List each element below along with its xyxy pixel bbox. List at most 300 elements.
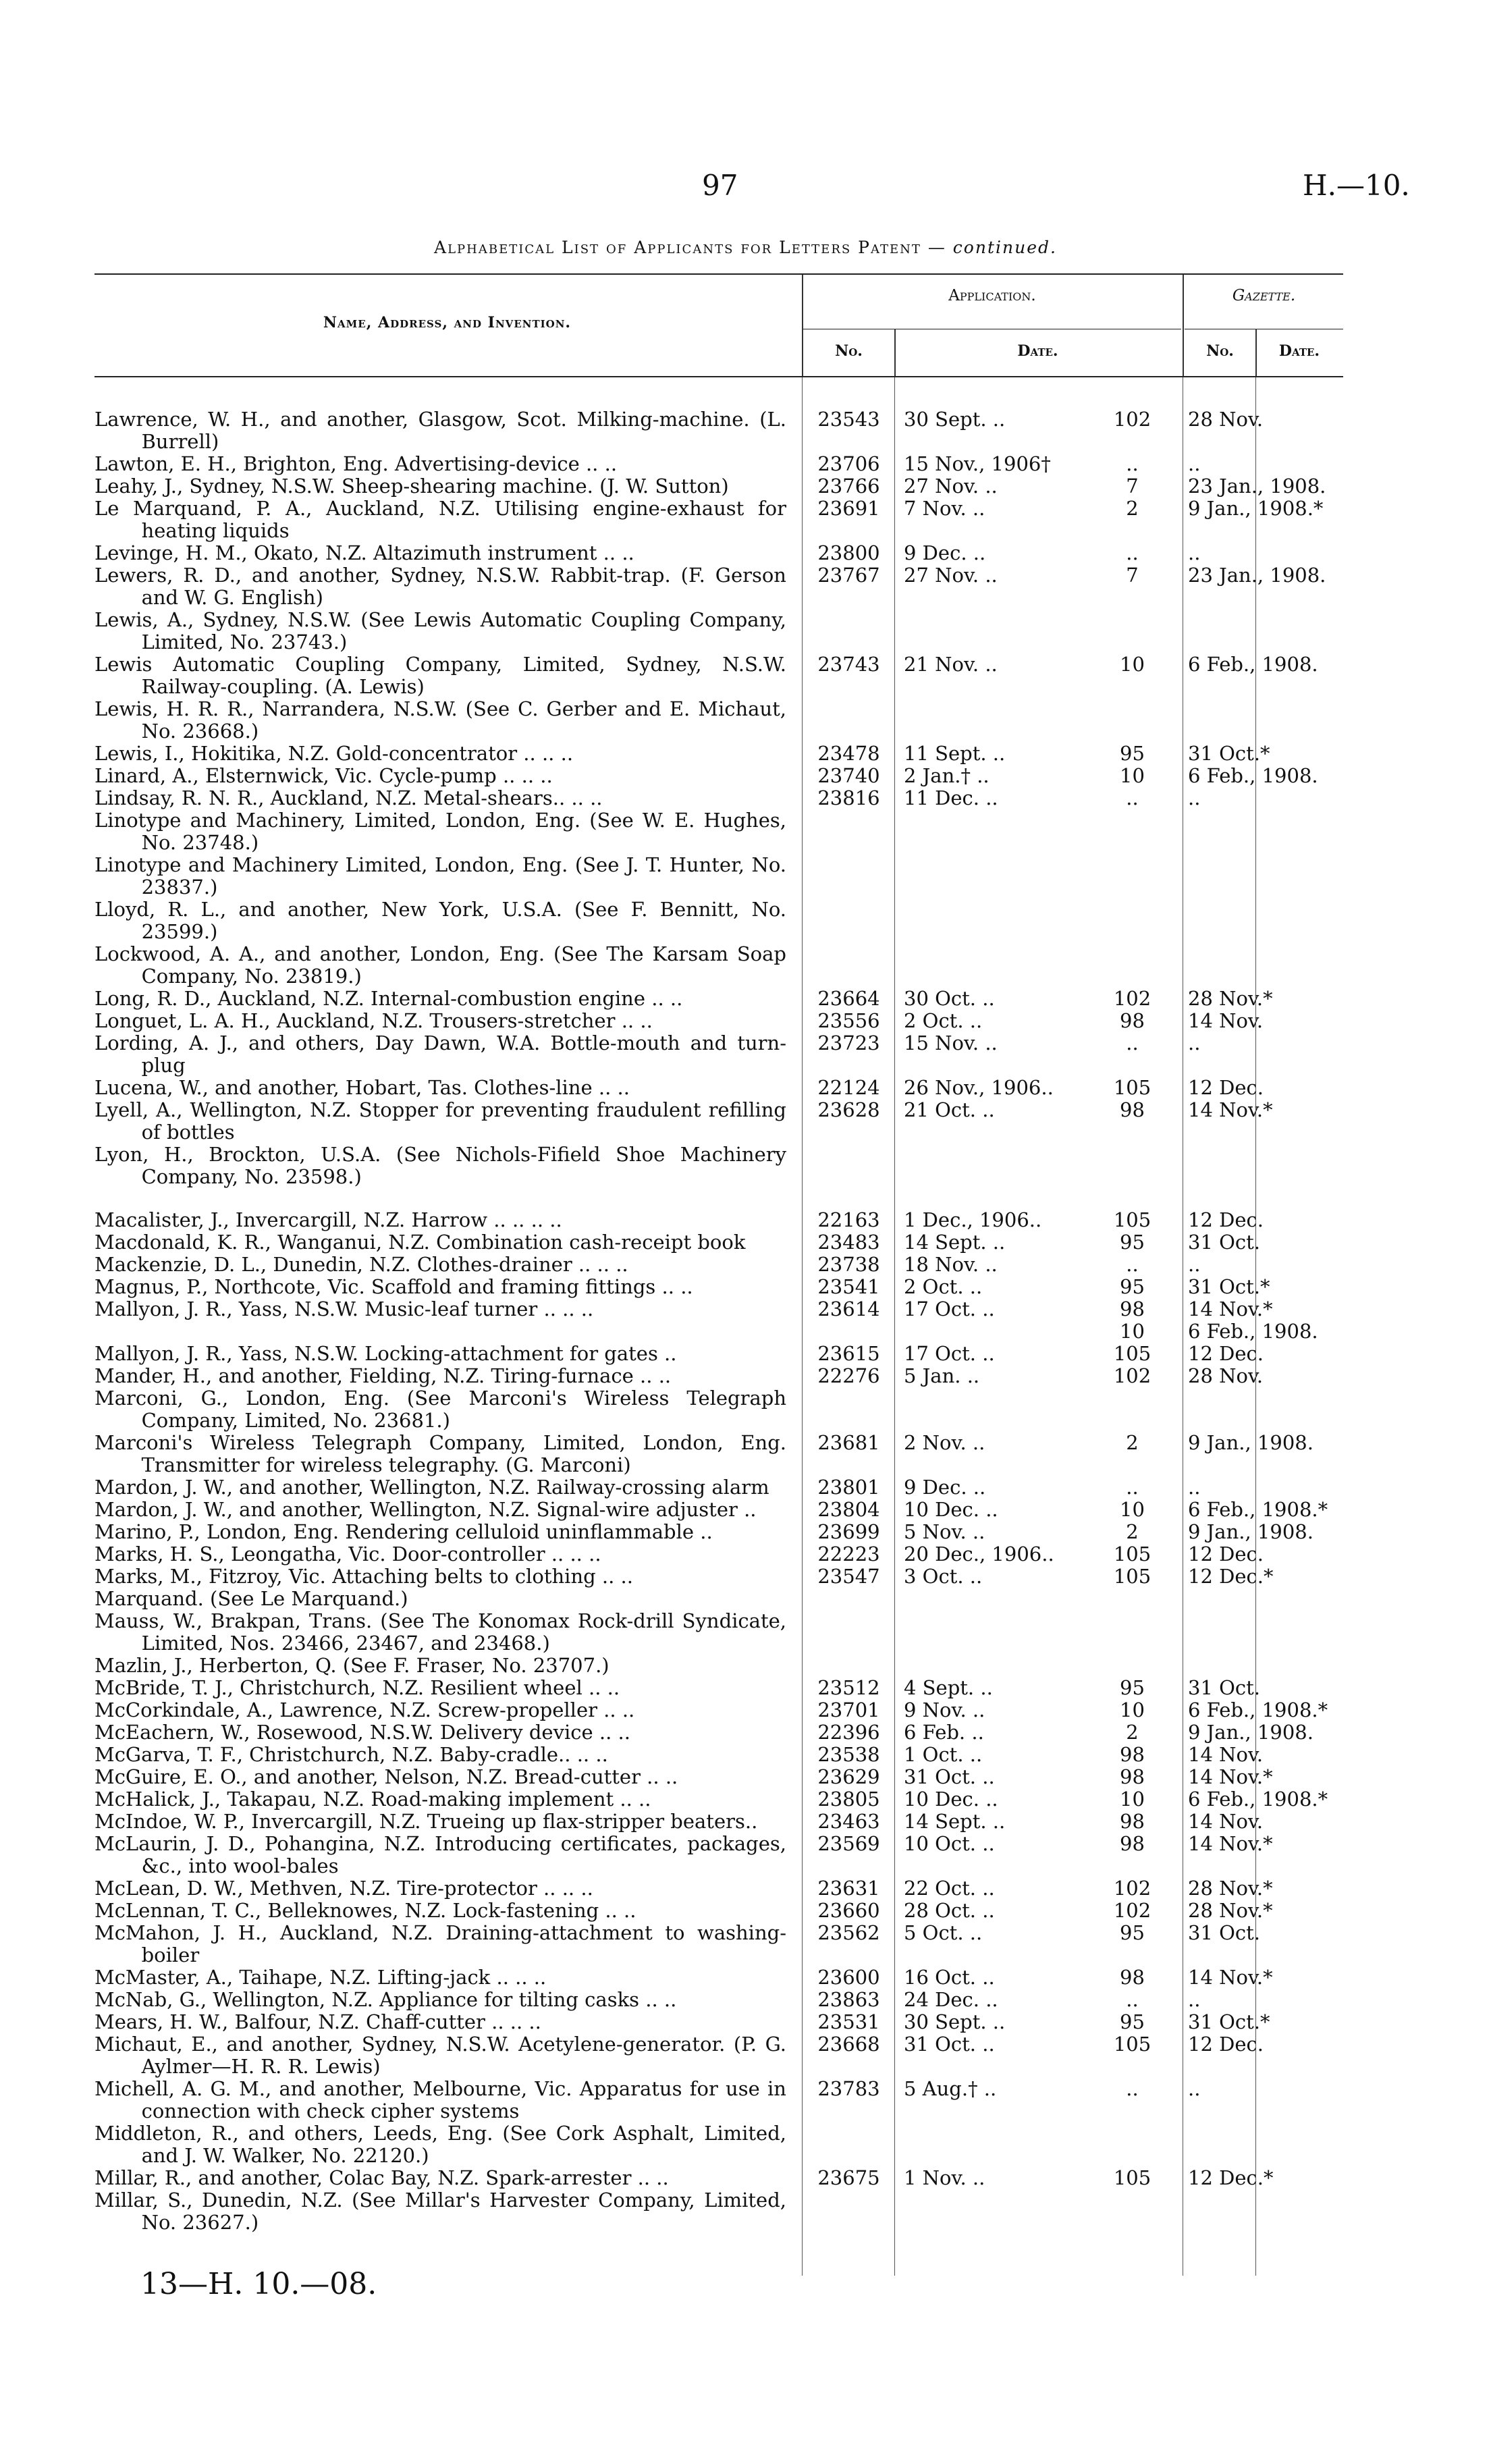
application-date [894, 2189, 1080, 2234]
application-number: 23631 [817, 1877, 880, 1900]
gazette-number: 98 [1120, 1009, 1145, 1032]
application-number [800, 1144, 894, 1188]
application-date: 1 Oct. .. [904, 1743, 983, 1766]
gazette-date: 9 Jan., 1908.* [1188, 497, 1324, 520]
patent-applicants-table [94, 273, 1343, 2234]
entry-name: Linard, A., Elsternwick, Vic. Cycle-pump .. .. .. [94, 764, 553, 787]
application-date: 17 Oct. .. [904, 1342, 995, 1365]
application-number: 22276 [817, 1364, 880, 1387]
table-row [94, 1811, 1343, 1833]
application-date: 5 Nov. .. [904, 1520, 985, 1543]
table-row [94, 1099, 1343, 1144]
table-row [94, 765, 1343, 787]
gazette-date: 6 Feb., 1908.* [1188, 1788, 1328, 1811]
gazette-number: 98 [1120, 1966, 1145, 1989]
column-group-gazette: Gazette. [1232, 287, 1296, 304]
entry-name: Lawrence, W. H., and another, Glasgow, Scot. Milking-machine. (L. Burrell) [94, 408, 786, 453]
table-row [94, 1032, 1343, 1077]
gazette-number: .. [1126, 541, 1139, 564]
printing-reference: 13—H. 10.—08. [140, 2267, 377, 2301]
header-divider [894, 329, 896, 376]
entry-name: McHalick, J., Takapau, N.Z. Road-making implement .. .. [94, 1788, 651, 1811]
entry-name: McEachern, W., Rosewood, N.S.W. Delivery device .. .. [94, 1721, 630, 1744]
application-date: 9 Dec. .. [904, 1476, 986, 1499]
gazette-date: 28 Nov.* [1188, 987, 1273, 1010]
entry-name: Mallyon, J. R., Yass, N.S.W. Music-leaf turner .. .. .. [94, 1297, 594, 1320]
application-number: 23538 [817, 1743, 880, 1766]
gazette-number: .. [1126, 786, 1139, 809]
entry-name: Lindsay, R. N. R., Auckland, N.Z. Metal-shears.. .. .. [94, 786, 603, 809]
entry-name: Marks, H. S., Leongatha, Vic. Door-controller .. .. .. [94, 1543, 601, 1565]
gazette-number: 95 [1120, 2010, 1145, 2033]
application-date: 2 Nov. .. [904, 1431, 985, 1454]
table-row [94, 1276, 1343, 1298]
column-header-gazette-date: Date. [1278, 342, 1320, 360]
application-date [894, 1655, 1080, 1677]
entry-name: Levinge, H. M., Okato, N.Z. Altazimuth instrument .. .. [94, 541, 634, 564]
gazette-date: .. [1188, 786, 1201, 809]
table-row [94, 1966, 1343, 1989]
gazette-date: 6 Feb., 1908.* [1188, 1498, 1328, 1521]
entry-name: Mauss, W., Brakpan, Trans. (See The Konomax Rock-drill Syndicate, Limited, Nos. 23466, 23467, and 23468.) [94, 1609, 786, 1655]
application-number: 23805 [817, 1788, 880, 1811]
entry-name: Marconi, G., London, Eng. (See Marconi's Wireless Telegraph Company, Limited, No. 23681.) [94, 1387, 786, 1432]
application-date: 30 Sept. .. [904, 408, 1006, 431]
application-date: 15 Nov. .. [904, 1032, 998, 1054]
gazette-number [1080, 2122, 1168, 2167]
table-row [94, 1989, 1343, 2011]
application-date: 31 Oct. .. [904, 1765, 995, 1788]
table-row [94, 453, 1343, 475]
application-number: 23767 [817, 564, 880, 587]
application-number [800, 809, 894, 854]
application-date [894, 943, 1080, 988]
application-number: 23801 [817, 1476, 880, 1499]
application-date: 16 Oct. .. [904, 1966, 995, 1989]
column-header-application-date: Date. [1017, 342, 1058, 360]
gazette-number: 102 [1113, 1877, 1151, 1900]
entry-name: Lewis, A., Sydney, N.S.W. (See Lewis Automatic Coupling Company, Limited, No. 23743.) [94, 608, 786, 653]
list-title: Alphabetical List of Applicants for Letters Patent — continued. [434, 238, 1057, 257]
table-row [94, 698, 1343, 743]
application-date: 7 Nov. .. [904, 497, 985, 520]
entry-name: McLennan, T. C., Belleknowes, N.Z. Lock-fastening .. .. [94, 1899, 636, 1922]
application-date: 2 Oct. .. [904, 1009, 983, 1032]
gazette-date: 31 Oct.* [1188, 742, 1270, 765]
table-header [94, 273, 1343, 377]
header-divider [1183, 275, 1184, 376]
table-row [94, 854, 1343, 899]
gazette-date: 14 Nov.* [1188, 1098, 1273, 1121]
gazette-date: 6 Feb., 1908.* [1188, 1698, 1328, 1721]
table-row [94, 1077, 1343, 1099]
gazette-number [1080, 899, 1168, 943]
application-date: 6 Feb. .. [904, 1721, 984, 1744]
gazette-date: 9 Jan., 1908. [1188, 1721, 1313, 1744]
application-date: 26 Nov., 1906.. [904, 1076, 1054, 1099]
application-date: 14 Sept. .. [904, 1231, 1006, 1254]
table-row [94, 1744, 1343, 1766]
application-number [800, 2189, 894, 2234]
table-row [94, 1922, 1343, 1966]
gazette-number: 7 [1126, 475, 1139, 498]
column-group-application: Application. [948, 287, 1036, 304]
entry-name: Long, R. D., Auckland, N.Z. Internal-combustion engine .. .. [94, 987, 683, 1010]
table-row [94, 1721, 1343, 1744]
gazette-number: .. [1126, 1988, 1139, 2011]
gazette-number: 105 [1113, 1543, 1151, 1565]
gazette-number: 10 [1120, 653, 1145, 676]
gazette-date: .. [1188, 452, 1201, 475]
page-number: 97 [702, 169, 738, 202]
table-row [94, 1144, 1343, 1188]
gazette-date: 23 Jan., 1908. [1188, 475, 1326, 498]
table-row [94, 1588, 1343, 1610]
gazette-number [1080, 943, 1168, 988]
application-number: 23783 [817, 2077, 880, 2100]
application-date [894, 899, 1080, 943]
gazette-number: 95 [1120, 1676, 1145, 1699]
application-number: 23740 [817, 764, 880, 787]
application-number: 23660 [817, 1899, 880, 1922]
application-date [894, 609, 1080, 653]
entry-name: Lockwood, A. A., and another, London, Eng. (See The Karsam Soap Company, No. 23819.) [94, 942, 786, 988]
column-header-application-no: No. [835, 342, 863, 360]
application-date: 10 Dec. .. [904, 1788, 998, 1811]
gazette-date: 31 Oct. [1188, 1231, 1261, 1254]
entry-name: Mardon, J. W., and another, Wellington, N.Z. Railway-crossing alarm [94, 1476, 769, 1499]
gazette-date: 31 Oct. [1188, 1676, 1261, 1699]
entry-name: Michaut, E., and another, Sydney, N.S.W. Acetylene-generator. (P. G. Aylmer—H. R. R. Lewis) [94, 2033, 786, 2078]
table-row [94, 2167, 1343, 2189]
table-row [94, 899, 1343, 943]
application-number: 23600 [817, 1966, 880, 1989]
entry-name: Longuet, L. A. H., Auckland, N.Z. Trousers-stretcher .. .. [94, 1009, 653, 1032]
gazette-number: .. [1126, 452, 1139, 475]
application-date: 27 Nov. .. [904, 475, 998, 498]
table-row [94, 1565, 1343, 1588]
gazette-number [1080, 2189, 1168, 2234]
application-date: 11 Dec. .. [904, 786, 998, 809]
entry-name: McNab, G., Wellington, N.Z. Appliance for tilting casks .. .. [94, 1988, 677, 2011]
application-number: 23541 [817, 1275, 880, 1298]
table-row [94, 1499, 1343, 1521]
table-row [94, 809, 1343, 854]
application-number [800, 1610, 894, 1655]
entry-name: Lewis Automatic Coupling Company, Limited, Sydney, N.S.W. Railway-coupling. (A. Lewis) [94, 653, 786, 698]
entry-name: Marks, M., Fitzroy, Vic. Attaching belts to clothing .. .. [94, 1565, 633, 1588]
gazette-date: .. [1188, 1988, 1201, 2011]
application-date: 28 Oct. .. [904, 1899, 995, 1922]
gazette-number: 98 10 [1120, 1297, 1145, 1343]
gazette-date: 14 Nov.* [1188, 1832, 1273, 1855]
column-header-name: Name, Address, and Invention. [323, 314, 572, 331]
table-row [94, 787, 1343, 809]
application-date: 11 Sept. .. [904, 742, 1006, 765]
application-number: 23675 [817, 2166, 880, 2189]
column-divider [1255, 377, 1256, 2276]
gazette-number [1080, 1655, 1168, 1677]
gazette-date: 28 Nov. [1188, 408, 1264, 431]
gazette-date: 14 Nov.* 6 Feb., 1908. [1188, 1297, 1318, 1343]
entry-name: Lawton, E. H., Brighton, Eng. Advertising-device .. .. [94, 452, 618, 475]
application-number [800, 854, 894, 899]
application-number [800, 1588, 894, 1610]
entry-name: McGarva, T. F., Christchurch, N.Z. Baby-cradle.. .. .. [94, 1743, 608, 1766]
application-number [800, 1387, 894, 1432]
entry-name: Millar, S., Dunedin, N.Z. (See Millar's Harvester Company, Limited, No. 23627.) [94, 2189, 786, 2234]
gazette-date: 12 Dec.* [1188, 2166, 1274, 2189]
gazette-date: 9 Jan., 1908. [1188, 1431, 1313, 1454]
entry-name: McMahon, J. H., Auckland, N.Z. Draining-attachment to washing-boiler [94, 1921, 786, 1966]
application-number: 23664 [817, 987, 880, 1010]
table-row [94, 2078, 1343, 2122]
application-date: 2 Oct. .. [904, 1275, 983, 1298]
table-row [94, 1677, 1343, 1699]
gazette-date: 31 Oct.* [1188, 1275, 1270, 1298]
application-number: 23556 [817, 1009, 880, 1032]
application-number: 23863 [817, 1988, 880, 2011]
gazette-number: 98 [1120, 1832, 1145, 1855]
application-number: 23615 [817, 1342, 880, 1365]
application-date: 22 Oct. .. [904, 1877, 995, 1900]
gazette-number: 105 [1113, 2033, 1151, 2056]
application-number: 23668 [817, 2033, 880, 2056]
gazette-number: 102 [1113, 408, 1151, 431]
gazette-number: 2 [1126, 1520, 1139, 1543]
entry-name: McMaster, A., Taihape, N.Z. Lifting-jack .. .. .. [94, 1966, 547, 1989]
table-row [94, 2033, 1343, 2078]
application-number: 22163 [817, 1208, 880, 1231]
table-row [94, 1343, 1343, 1365]
table-row [94, 1900, 1343, 1922]
application-date: 15 Nov., 1906† [904, 452, 1051, 475]
table-row [94, 1877, 1343, 1900]
application-number: 23512 [817, 1676, 880, 1699]
application-date: 2 Jan.† .. [904, 764, 990, 787]
application-date [894, 1610, 1080, 1655]
application-date [894, 809, 1080, 854]
application-number: 23816 [817, 786, 880, 809]
header-divider [802, 275, 803, 376]
gazette-date: 28 Nov.* [1188, 1899, 1273, 1922]
gazette-date: 12 Dec. [1188, 1208, 1264, 1231]
table-row [94, 1833, 1343, 1877]
gazette-number: 102 [1113, 987, 1151, 1010]
table-row [94, 1298, 1343, 1343]
application-date: 24 Dec. .. [904, 1988, 998, 2011]
gazette-date: 23 Jan., 1908. [1188, 564, 1326, 587]
table-row [94, 542, 1343, 564]
gazette-date: 28 Nov. [1188, 1364, 1264, 1387]
column-divider [802, 377, 803, 2276]
gazette-number [1080, 809, 1168, 854]
application-date [894, 1144, 1080, 1188]
header-divider [1255, 329, 1257, 376]
gazette-number: 102 [1113, 1899, 1151, 1922]
entry-name: McCorkindale, A., Lawrence, N.Z. Screw-propeller .. .. [94, 1698, 635, 1721]
gazette-number: 2 [1126, 1721, 1139, 1744]
application-date [894, 698, 1080, 743]
application-number [800, 609, 894, 653]
application-date: 3 Oct. .. [904, 1565, 983, 1588]
application-date: 21 Nov. .. [904, 653, 998, 676]
gazette-date: 9 Jan., 1908. [1188, 1520, 1313, 1543]
entry-name: Lloyd, R. L., and another, New York, U.S.A. (See F. Bennitt, No. 23599.) [94, 898, 786, 943]
application-number [800, 899, 894, 943]
application-date: 9 Nov. .. [904, 1698, 985, 1721]
gazette-number: 95 [1120, 1275, 1145, 1298]
application-number [800, 698, 894, 743]
entry-name: Leahy, J., Sydney, N.S.W. Sheep-shearing machine. (J. W. Sutton) [94, 475, 729, 498]
application-date [894, 1387, 1080, 1432]
application-number: 23614 [817, 1297, 880, 1320]
gazette-date: 6 Feb., 1908. [1188, 653, 1318, 676]
gazette-number [1080, 1387, 1168, 1432]
table-row [94, 2189, 1343, 2234]
application-number: 22124 [817, 1076, 880, 1099]
table-row [94, 743, 1343, 765]
gazette-number: 95 [1120, 1231, 1145, 1254]
gazette-number: 98 [1120, 1743, 1145, 1766]
table-row [94, 1766, 1343, 1788]
gazette-number: 10 [1120, 764, 1145, 787]
gazette-number: 105 [1113, 1565, 1151, 1588]
entry-name: Lewis, H. R. R., Narrandera, N.S.W. (See C. Gerber and E. Michaut, No. 23668.) [94, 697, 786, 743]
application-date: 5 Aug.† .. [904, 2077, 997, 2100]
column-divider [894, 377, 895, 2276]
entry-name: Macdonald, K. R., Wanganui, N.Z. Combination cash-receipt book [94, 1231, 746, 1254]
gazette-number: 2 [1126, 497, 1139, 520]
application-number: 23478 [817, 742, 880, 765]
table-row [94, 1476, 1343, 1499]
entry-name: Michell, A. G. M., and another, Melbourne, Vic. Apparatus for use in connection with check cipher systems [94, 2077, 786, 2122]
application-number: 23804 [817, 1498, 880, 1521]
gazette-date: 14 Nov. [1188, 1743, 1264, 1766]
application-date: 5 Oct. .. [904, 1921, 983, 1944]
table-row [94, 564, 1343, 609]
entry-name: Mears, H. W., Balfour, N.Z. Chaff-cutter .. .. .. [94, 2010, 541, 2033]
application-number: 23800 [817, 541, 880, 564]
entry-name: Mallyon, J. R., Yass, N.S.W. Locking-attachment for gates .. [94, 1342, 677, 1365]
table-row [94, 408, 1343, 453]
entry-name: Lewis, I., Hokitika, N.Z. Gold-concentrator .. .. .. [94, 742, 574, 765]
application-date [894, 854, 1080, 899]
application-date: 10 Dec. .. [904, 1498, 998, 1521]
application-date: 21 Oct. .. [904, 1098, 995, 1121]
gazette-number: 102 [1113, 1364, 1151, 1387]
application-number: 23723 [817, 1032, 880, 1054]
table-row [94, 1655, 1343, 1677]
gazette-date: .. [1188, 1253, 1201, 1276]
gazette-number [1080, 854, 1168, 899]
entry-name: Macalister, J., Invercargill, N.Z. Harrow .. .. .. .. [94, 1208, 562, 1231]
application-date: 30 Oct. .. [904, 987, 995, 1010]
application-number: 23628 [817, 1098, 880, 1121]
application-number: 23562 [817, 1921, 880, 1944]
entry-name: Lyell, A., Wellington, N.Z. Stopper for preventing fraudulent refilling of bottles [94, 1098, 786, 1144]
application-date: 9 Dec. .. [904, 541, 986, 564]
gazette-number [1080, 1588, 1168, 1610]
gazette-number: 105 [1113, 2166, 1151, 2189]
application-date: 27 Nov. .. [904, 564, 998, 587]
entry-name: Linotype and Machinery Limited, London, Eng. (See J. T. Hunter, No. 23837.) [94, 853, 786, 899]
gazette-date: 14 Nov.* [1188, 1966, 1273, 1989]
application-date: 18 Nov. .. [904, 1253, 998, 1276]
gazette-number: 10 [1120, 1788, 1145, 1811]
gazette-date: 6 Feb., 1908. [1188, 764, 1318, 787]
application-number: 23766 [817, 475, 880, 498]
table-row [94, 653, 1343, 698]
entry-name: McLaurin, J. D., Pohangina, N.Z. Introducing certificates, packages, &c., into wool-bales [94, 1832, 786, 1877]
gazette-date: 12 Dec. [1188, 1076, 1264, 1099]
entry-name: McIndoe, W. P., Invercargill, N.Z. Trueing up flax-stripper beaters.. [94, 1810, 758, 1833]
table-row [94, 943, 1343, 988]
table-row [94, 1432, 1343, 1476]
gazette-number: .. [1126, 1476, 1139, 1499]
gazette-number [1080, 609, 1168, 653]
application-number: 23483 [817, 1231, 880, 1254]
gazette-number: 10 [1120, 1698, 1145, 1721]
application-number: 23463 [817, 1810, 880, 1833]
table-row [94, 1387, 1343, 1432]
application-date: 1 Nov. .. [904, 2166, 985, 2189]
entry-name: Mackenzie, D. L., Dunedin, N.Z. Clothes-drainer .. .. .. [94, 1253, 628, 1276]
gazette-number [1080, 1610, 1168, 1655]
entry-name: Marconi's Wireless Telegraph Company, Limited, London, Eng. Transmitter for wireless telegraphy. (G. Marconi) [94, 1431, 786, 1476]
gazette-number: 105 [1113, 1076, 1151, 1099]
application-number: 23699 [817, 1520, 880, 1543]
table-row [94, 475, 1343, 498]
gazette-date: .. [1188, 2077, 1201, 2100]
document-reference: H.—10. [1303, 169, 1410, 202]
application-date: 17 Oct. .. [904, 1297, 995, 1320]
gazette-date: 31 Oct. [1188, 1921, 1261, 1944]
entry-name: McGuire, E. O., and another, Nelson, N.Z. Bread-cutter .. .. [94, 1765, 678, 1788]
gazette-number [1080, 698, 1168, 743]
application-date: 14 Sept. .. [904, 1810, 1006, 1833]
table-row [94, 498, 1343, 542]
application-number: 22223 [817, 1543, 880, 1565]
table-row [94, 609, 1343, 653]
gazette-date: 14 Nov. [1188, 1009, 1264, 1032]
application-number [800, 943, 894, 988]
gazette-date: .. [1188, 1032, 1201, 1054]
application-date: 4 Sept. .. [904, 1676, 993, 1699]
table-row [94, 2011, 1343, 2033]
gazette-date: 12 Dec. [1188, 2033, 1264, 2056]
entry-name: Marino, P., London, Eng. Rendering celluloid uninflammable .. [94, 1520, 713, 1543]
gazette-number: 98 [1120, 1765, 1145, 1788]
application-number [800, 1655, 894, 1677]
entry-name: McBride, T. J., Christchurch, N.Z. Resilient wheel .. .. [94, 1676, 620, 1699]
table-row [94, 1209, 1343, 1231]
gazette-number: 98 [1120, 1810, 1145, 1833]
application-number: 23681 [817, 1431, 880, 1454]
application-number: 23569 [817, 1832, 880, 1855]
table-row [94, 988, 1343, 1010]
gazette-number: 10 [1120, 1498, 1145, 1521]
entry-name: Mazlin, J., Herberton, Q. (See F. Fraser, No. 23707.) [94, 1654, 609, 1677]
entry-name: Marquand. (See Le Marquand.) [94, 1587, 408, 1610]
application-number: 23531 [817, 2010, 880, 2033]
gazette-date: 14 Nov.* [1188, 1765, 1273, 1788]
gazette-number [1080, 1144, 1168, 1188]
entry-name: Middleton, R., and others, Leeds, Eng. (See Cork Asphalt, Limited, and J. W. Walker, No. 22120.) [94, 2122, 786, 2167]
table-row [94, 1699, 1343, 1721]
application-date [894, 1588, 1080, 1610]
entry-name: Mander, H., and another, Fielding, N.Z. Tiring-furnace .. .. [94, 1364, 672, 1387]
